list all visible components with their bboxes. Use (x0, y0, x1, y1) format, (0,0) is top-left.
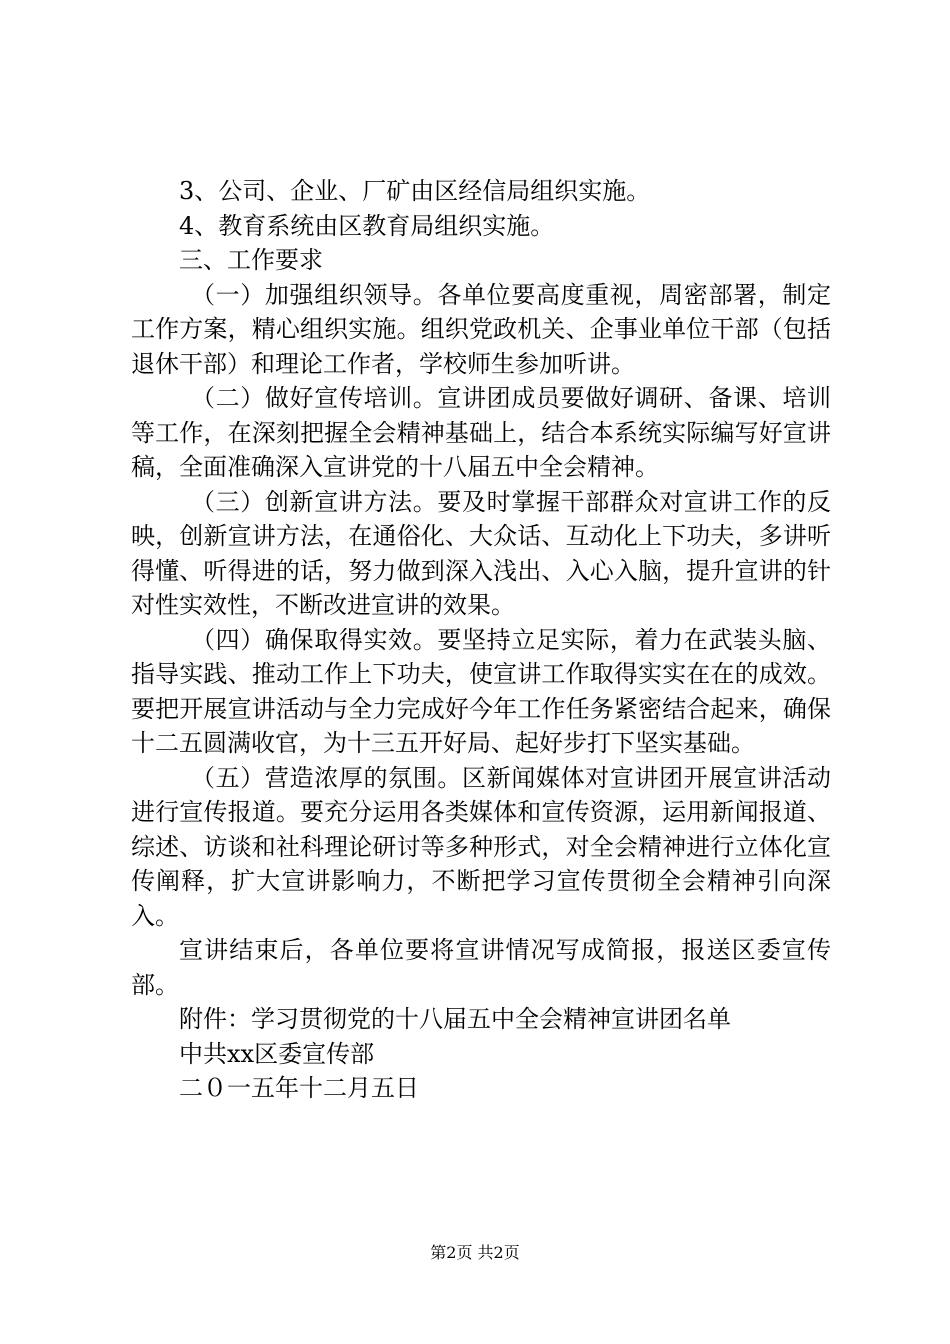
document-body (131, 174, 831, 1106)
section-heading-requirements: 三、工作要求 (179, 246, 323, 274)
page-number-indicator: 第2页 共2页 (430, 1243, 520, 1262)
list-item-3: 3、公司、企业、厂矿由区经信局组织实施。 (179, 177, 651, 205)
list-item-4: 4、教育系统由区教育局组织实施。 (179, 211, 555, 240)
page-footer (0, 1243, 950, 1263)
requirement-2-paragraph: （二）做好宣传培训。宣讲团成员要做好调研、备课、培训等工作，在深刻把握全会精神基础上，结合本系统实际编写好宣讲稿，全面准确深入宣讲党的十八届五中全会精神。 (131, 384, 831, 481)
requirement-1-paragraph: （一）加强组织领导。各单位要高度重视，周密部署，制定工作方案，精心组织实施。组织党政机关、企事业单位干部（包括退休干部）和理论工作者，学校师生参加听讲。 (131, 280, 831, 378)
signature-organization: 中共xx区委宣传部 (179, 1039, 375, 1068)
requirement-3-paragraph: （三）创新宣讲方法。要及时掌握干部群众对宣讲工作的反映，创新宣讲方法，在通俗化、大众话、互动化上下功夫，多讲听得懂、听得进的话，努力做到深入浅出、入心入脑，提升宣讲的针对性实效性，不断改进宣讲的效果。 (131, 487, 831, 619)
signature-date: 二０一五年十二月五日 (179, 1074, 419, 1102)
requirement-4-paragraph: （四）确保取得实效。要坚持立足实际，着力在武装头脑、指导实践、推动工作上下功夫，使宣讲工作取得实实在在的成效。要把开展宣讲活动与全力完成好今年工作任务紧密结合起来，确保十二五圆满收官，为十三五开好局、起好步打下坚实基础。 (131, 625, 831, 757)
attachment-line: 附件：学习贯彻党的十八届五中全会精神宣讲团名单 (179, 1005, 731, 1033)
requirement-5-paragraph: （五）营造浓厚的氛围。区新闻媒体对宣讲团开展宣讲活动进行宣传报道。要充分运用各类媒体和宣传资源，运用新闻报道、综述、访谈和社科理论研讨等多种形式，对全会精神进行立体化宣传阐释，扩大宣讲影响力，不断把学习宣传贯彻全会精神引向深入。 (131, 763, 831, 930)
closing-note-paragraph: 宣讲结束后，各单位要将宣讲情况写成简报，报送区委宣传部。 (131, 936, 831, 999)
